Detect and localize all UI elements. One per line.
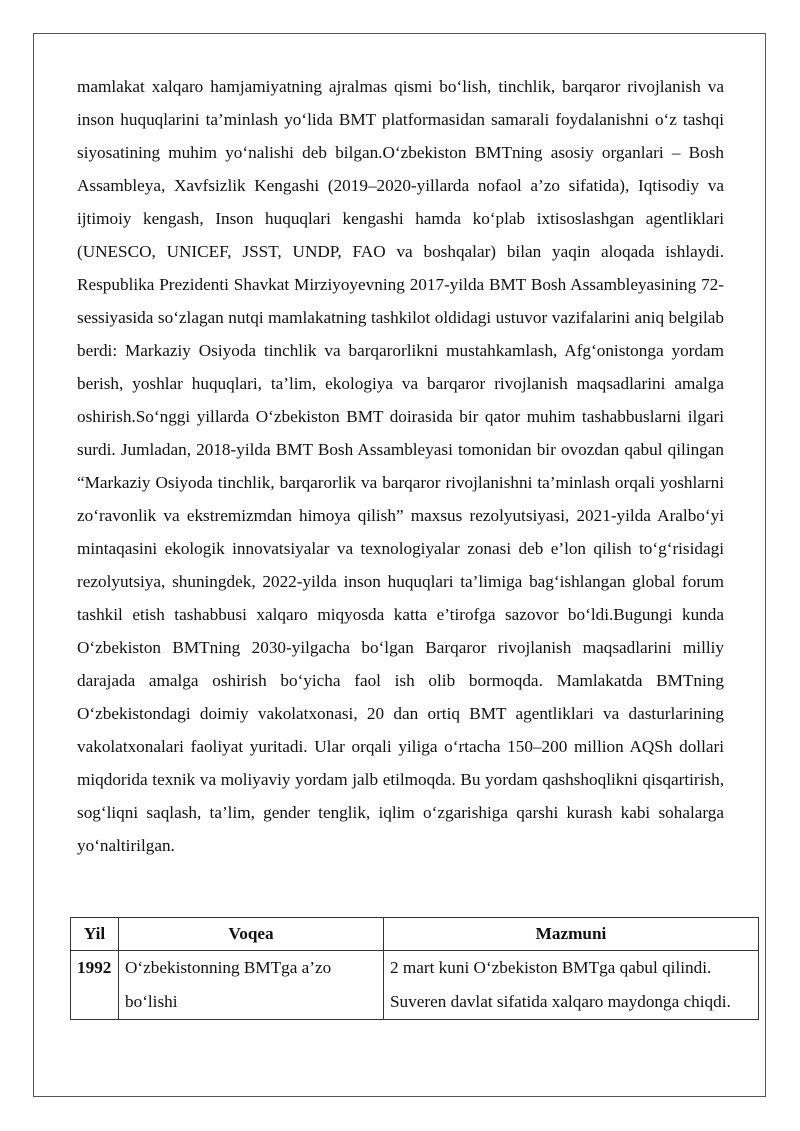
row-event: O‘zbekistonning BMTga a’zo bo‘lishi [119,951,384,1020]
header-event: Voqea [119,918,384,951]
events-table [70,917,759,1020]
header-year: Yil [71,918,119,951]
row-content: 2 mart kuni O‘zbekiston BMTga qabul qilindi. Suveren davlat sifatida xalqaro maydonga chiqdi. [384,951,759,1020]
table-row [71,951,759,1020]
body-paragraph: mamlakat xalqaro hamjamiyatning ajralmas qismi bo‘lish, tinchlik, barqaror rivojlanish va inson huquqlarini ta’minlash yo‘lida BMT platformasidan samarali foydalanishni o‘z tashqi siyosatining muhim yo‘nalishi deb bilgan.O‘zbekiston BMTning asosiy organlari – Bosh Assambleya, Xavfsizlik Kengashi (2019–2020-yillarda nofaol a’zo sifatida), Iqtisodiy va ijtimoiy kengash, Inson huquqlari kengashi hamda ko‘plab ixtisoslashgan agentliklari (UNESCO, UNICEF, JSST, UNDP, FAO va boshqalar) bilan yaqin aloqada ishlaydi. Respublika Prezidenti Shavkat Mirziyoyevning 2017-yilda BMT Bosh Assambleyasining 72-sessiyasida so‘zlagan nutqi mamlakatning tashkilot oldidagi ustuvor vazifalarini aniq belgilab berdi: Markaziy Osiyoda tinchlik va barqarorlikni mustahkamlash, Afg‘onistonga yordam berish, yoshlar huquqlari, ta’lim, ekologiya va barqaror rivojlanish maqsadlarini amalga oshirish.So‘nggi yillarda O‘zbekiston BMT doirasida bir qator muhim tashabbuslarni ilgari surdi. Jumladan, 2018-yilda BMT Bosh Assambleyasi tomonidan bir ovozdan qabul qilingan “Markaziy Osiyoda tinchlik, barqarorlik va barqaror rivojlanishni ta’minlash orqali yoshlarni zo‘ravonlik va ekstremizmdan himoya qilish” maxsus rezolyutsiyasi, 2021-yilda Aralbo‘yi mintaqasini ekologik innovatsiyalar va texnologiyalar zonasi deb e’lon qilish to‘g‘risidagi rezolyutsiya, shuningdek, 2022-yilda inson huquqlari ta’limiga bag‘ishlangan global forum tashkil etish tashabbusi xalqaro miqyosda katta e’tirofga sazovor bo‘ldi.Bugungi kunda O‘zbekiston BMTning 2030-yilgacha bo‘lgan Barqaror rivojlanish maqsadlarini milliy darajada amalga oshirish bo‘yicha faol ish olib bormoqda. Mamlakatda BMTning O‘zbekistondagi doimiy vakolatxonasi, 20 dan ortiq BMT agentliklari va dasturlarining vakolatxonalari faoliyat yuritadi. Ular orqali yiliga o‘rtacha 150–200 million AQSh dollari miqdorida texnik va moliyaviy yordam jalb etilmoqda. Bu yordam qashshoqlikni qisqartirish, sog‘liqni saqlash, ta’lim, gender tenglik, iqlim o‘zgarishiga qarshi kurash kabi sohalarga yo‘naltirilgan. [77,77,724,855]
table-header-row [71,918,759,951]
row-year: 1992 [71,951,119,1020]
header-content: Mazmuni [384,918,759,951]
